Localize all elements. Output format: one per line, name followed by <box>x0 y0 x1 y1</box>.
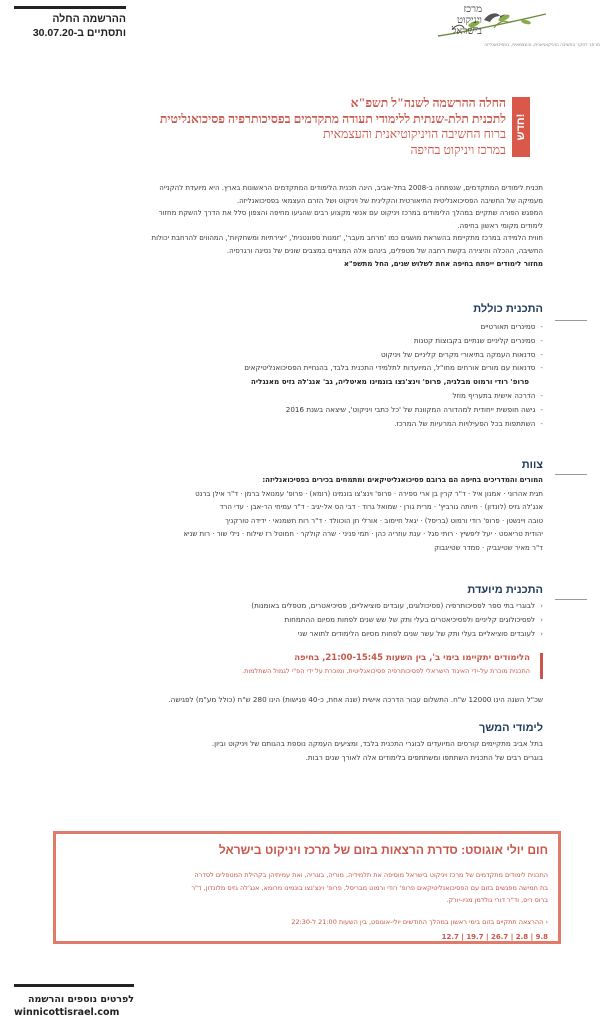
list-item: -סדנאות עם מורים אורחים מחו"ל, המיועדות לתלמידי התכנית בלבד, בהנחיית הפסיכואנליטיקאים <box>244 363 543 373</box>
winnicott-logo[interactable] <box>432 2 600 54</box>
staff-line: טובה ויינשטן · פרופ' רודי ורמוט (בריסל) · יגאל חיימוב · אורלי חן הוכוולד · ד"ר רות חשמנאי · ידידה טורקניך <box>225 516 543 525</box>
list-item: -סמינרים קליניים שנתיים בקבוצות קטנות <box>413 335 543 345</box>
new-badge <box>512 97 530 157</box>
staff-list <box>43 474 543 556</box>
schedule-note <box>58 653 543 679</box>
divider <box>14 6 126 9</box>
intro-line: לימודים מקומי ראשון בחיפה. <box>457 221 543 230</box>
registration-line-1: ההרשמה החלה <box>52 13 126 25</box>
staff-line: ד"ר מאיר שטייגביק · סמדר שטייגבוק <box>434 543 543 552</box>
registration-notice <box>14 6 126 40</box>
audience-list <box>43 599 543 640</box>
intro-line: המפגש הפורה שתקיים במהלך הלימודים במרכז ויניקוט עם אנשי מקצוע רבים שהגיעו מחיפה והצפון סלל את הדרך להשקת מחזור <box>158 209 543 218</box>
chevron-left-icon: ‹ <box>543 918 548 926</box>
logo-line-1: מרכז <box>463 4 482 15</box>
footer-info-label: לפרטים נוספים והרשמה <box>28 994 134 1005</box>
new-badge-label: חדש! <box>515 113 527 141</box>
summer-line: ברוס ריס, וד"ר דורי גולדמן מניו-יורק. <box>446 896 548 904</box>
list-item: -סדנאות העמקה בתיאורי מקרים קליניים של ויניקוט <box>380 349 543 359</box>
divider <box>555 320 587 321</box>
summer-dates: 9.8 | 2.8 | 26.7 | 19.7 | 12.7 <box>441 933 548 941</box>
intro-paragraph <box>43 182 543 270</box>
title-line-1: החלה ההרשמה לשנה"ל תשפ"א <box>350 96 506 110</box>
staff-title: צוות <box>521 459 543 471</box>
summer-lectures-box <box>53 831 561 944</box>
summer-title: חום יולי אוגוסט: סדרת הרצאות בזום של מרכז ויניקוט בישראל <box>218 843 548 857</box>
staff-line: אנג'לה גזיס (לונדון) · חיותה גורביץ' · מרית גורן · שמואל גרוד · דבי הס אל-יגיב · ד"ר עמיחי הר-אבן · עדי הרד <box>219 503 543 512</box>
summer-detail: ‹ ההרצאה תתקיים בזום בימי ראשון במהלך החודשים יולי-אוגוסט, בין השעות 21:00 ל-22:30 <box>291 918 548 926</box>
list-item: -גישה חופשית ייחודית למהדורה המקוונת של 'כל כתבי ויניקוט', שיצאה בשנת 2016 <box>285 404 543 414</box>
title-line-2: לתכנית תלת-שנתית ללימודי תעודה מתקדמים בפסיכותרפיה פסיכואנליטית <box>159 111 506 126</box>
list-item: -סמינרים תאורטיים <box>480 322 543 331</box>
staff-subtitle: המורים והמדריכים בחיפה הם ברובם פסיכואנליטיקאים ומתמחים בכירים בפסיכואנליזה: <box>262 476 543 484</box>
footer <box>14 984 134 1019</box>
continuing-line: בוגרים רבים של התכנית השתתפו ומשתתפים בלימודים אלה לאורך שנים רבות. <box>305 753 543 762</box>
intro-line: תכנית לימודים המתקדמים, שנפתחה ב-2008 בתל-אביב, הינה תכנית הלימודים המתקדמים הראשונות בארץ. היא מיועדת להקנייה <box>159 184 543 192</box>
program-list <box>43 320 543 430</box>
divider <box>14 984 134 987</box>
list-item: ‹לבוגרי בתי ספר לפסיכותרפיה (פסיכולוגים, עובדים סוציאליים, פסיכיאטרים, מטפלים באומנות) <box>251 601 543 610</box>
continuing-line: בתל אביב מתקיימים קורסים המיועדים לבוגרי התכנית בלבד, ומציעים העמקה נוספת בהגותם של ויניקוט וביון. <box>211 739 543 748</box>
intro-line: חווית הלמידה במרכז מתקיימת בהשראת מושגים כמו 'מרחב מעבר', 'זמנות ספונטנית', 'יצירתיות ומשחקיות', המהווים להרחבת יכולות <box>151 234 543 243</box>
divider <box>555 599 587 600</box>
program-title: התכנית כוללת <box>473 303 543 315</box>
title-line-3: ברוח החשיבה הויניקוטיאנית והעצמאית <box>322 127 506 141</box>
summer-line: התכנית לימודים מתקדמים של מרכז ויניקוט בישראל מוסיפה את תלמידיה, מוריה, בוגריה, ואת עמיתיהן בקהילת המטפלים לסדרה <box>194 871 548 879</box>
intro-line: החשיבה, ההכלה והיצירה בקשת רחבה של מטפלים, בינהם אלה המצויים במצבים שונים של נסיגה ורגרסיה. <box>226 246 543 255</box>
title-line-4: במרכז ויניקוט בחיפה <box>410 142 506 157</box>
staff-line: תגית אהרוני · אמנון איל · ד"ר קרין בן ארי ספירה · פרופ' וינצ'צו בונמינו (רומא) · פרופ' עמנואל ברמן · ד"ר אילן ברנט <box>195 489 543 498</box>
schedule-heading: הלימודים יתקיימו בימי ב', בין השעות 21:00-15:45, בחיפה <box>294 653 530 663</box>
list-item-guests: פרופ' רודי ורמוט מבלגיה, פרופ' וינצ'נצו בונמינו מאיטליה, גב' אנג'לה גזיס מאנגליה <box>250 377 529 387</box>
continuing-text <box>43 737 543 765</box>
audience-title: התכנית מיועדת <box>467 584 543 596</box>
list-item: ‹לפסיכולוגים קליניים ולפסיכיאטרים בעלי ותק של שש שנים לפחות מסיום ההתמחות <box>284 614 543 624</box>
page-title <box>76 96 506 158</box>
logo-tagline: מרחב לחקר החשיבה הויניקוטיאנית, והעצמאית, בפסיכואנליזה <box>484 43 600 48</box>
tuition-text: שכ"ל השנה הינו 12000 ש"ח. התשלום עבור הדרכה אישית (שנה אחת, כ-40 פגישות) הינו 280 ש"ח (כולל מע"מ) לפגישה. <box>168 695 543 704</box>
footer-website-link[interactable]: winnicottisrael.com <box>14 1007 120 1018</box>
logo-line-3: בישראל <box>451 26 482 37</box>
list-item: -הדרכה אישית בתעריף מוזל <box>452 390 543 400</box>
registration-line-2: ותסתיים ב-30.07.20 <box>32 27 126 39</box>
summer-description <box>68 869 548 907</box>
divider <box>555 474 587 475</box>
list-item: ‹לעובדים סוציאליים בעלי ותק של עשר שנים לפחות מסיום הלימודים לתואר שני <box>297 628 543 638</box>
intro-line: מעמיקה של החשיבה הפסיכואנליטית התיאורטית והקלינית של ויניקוט ושל הזרם העצמאי בפסיכואנליזה. <box>236 196 543 205</box>
continuing-title: לימודי המשך <box>479 722 543 734</box>
logo-line-2: ויניקוט <box>456 15 482 26</box>
accreditation-note: התכנית מוכרת על-ידי האיגוד הישראלי לפסיכותרפיה פסיכואנליטית, ומוכרת על ידי הפ"י לגמול השתלמות. <box>242 667 530 675</box>
intro-bold-line: מחזור לימודים ייפתח בחיפה אחת לשלוש שנים, החל מתשפ"א <box>343 259 543 268</box>
staff-line: יהודית טריאסט · יעל ליפשיץ · רותי סגל · ענת עוזריה כהן · תמי פניני · שרה קולקר · חמוטל רז שילוח · נילי שור · רות שניא <box>183 530 543 539</box>
summer-line: בת חמישה מפגשים בזום עם הפסיכואנליטיקאים פרופ' רודי ורמוט מבריסל, פרופ' וינצ'נצו בונמינו מרומא, אנג'לה גזיס מלונדון, ד"ר <box>191 883 548 892</box>
list-item: -השתתפות בכל הפעילויות המרעיות של המרכז. <box>394 418 543 428</box>
